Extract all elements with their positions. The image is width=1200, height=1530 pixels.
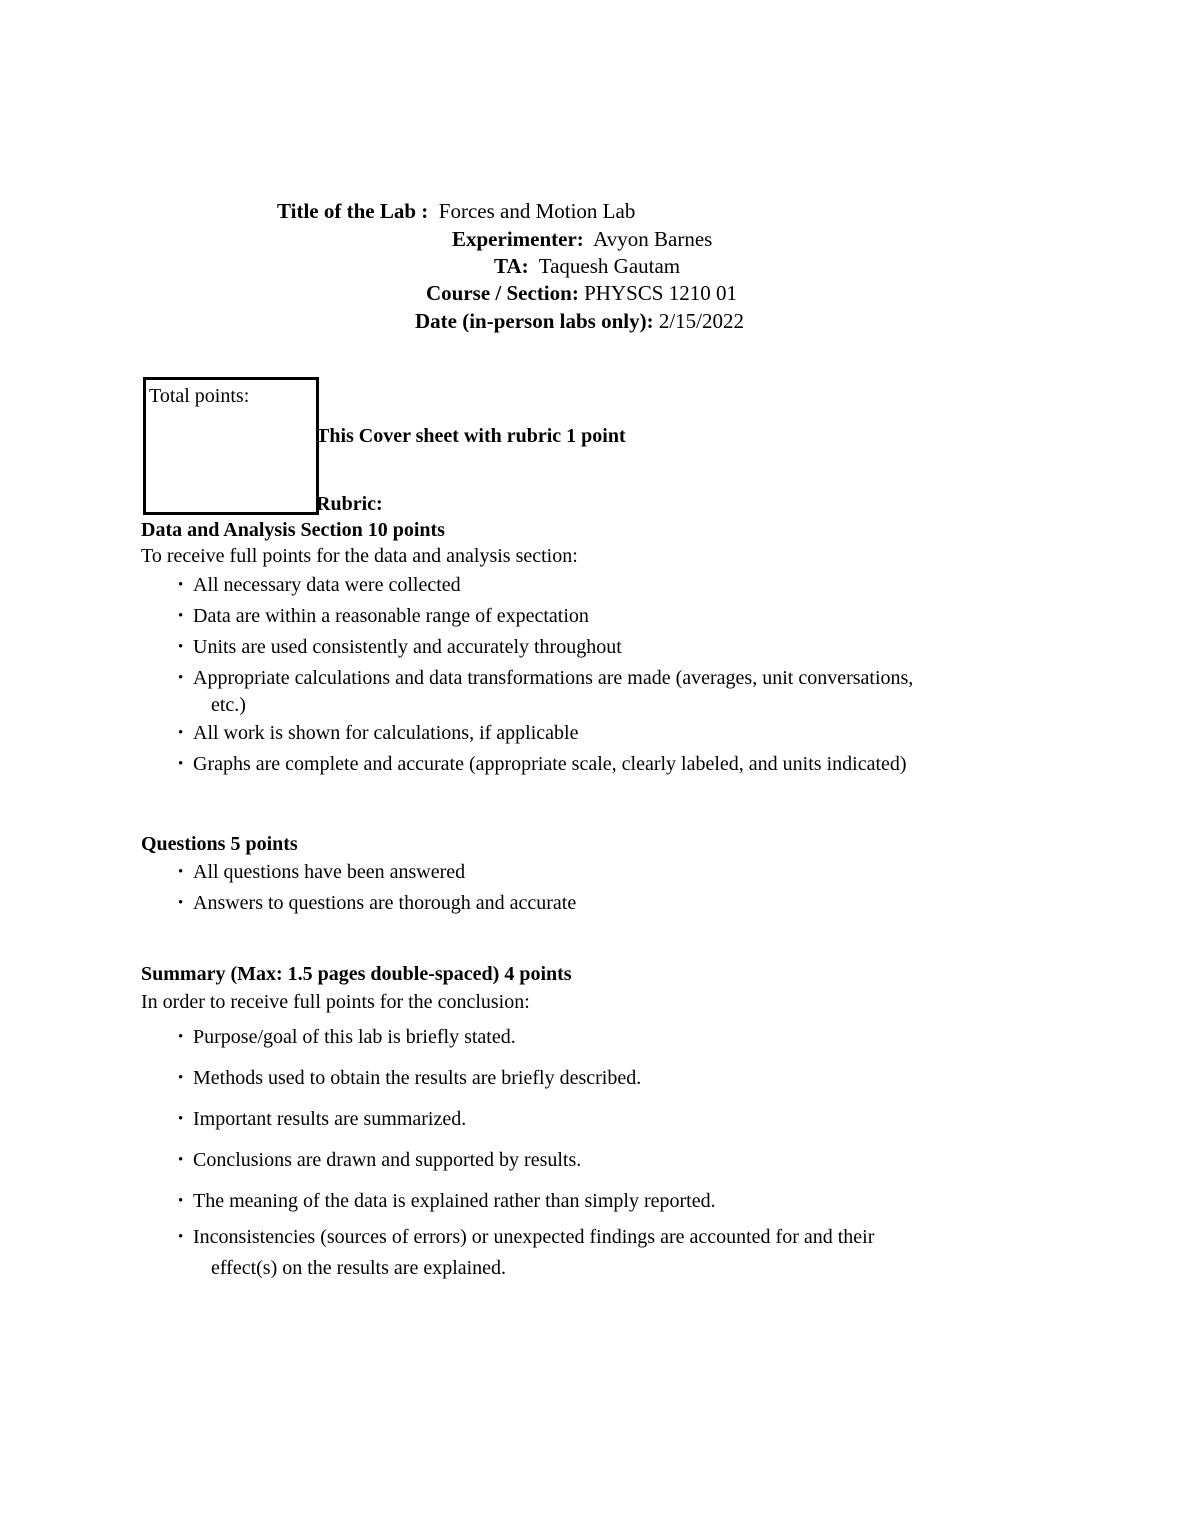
list-item-continuation: effect(s) on the results are explained. <box>211 1257 507 1279</box>
list-item: • Answers to questions are thorough and accurate <box>141 888 1101 919</box>
experimenter-label: Experimenter: <box>452 227 584 251</box>
lab-title-line <box>277 198 635 224</box>
list-item-continuation: etc.) <box>211 694 246 716</box>
list-item: • Purpose/goal of this lab is briefly stated. <box>141 1017 1101 1058</box>
list-item <box>141 663 1101 718</box>
course-label: Course / Section: <box>426 281 579 305</box>
course-value: PHYSCS 1210 01 <box>584 281 737 305</box>
lab-title-value: Forces and Motion Lab <box>438 199 636 223</box>
summary-intro: In order to receive full points for the conclusion: <box>141 991 530 1013</box>
ta-line <box>494 253 680 279</box>
questions-heading: Questions 5 points <box>141 833 298 855</box>
summary-section <box>141 961 1101 1284</box>
data-analysis-section <box>141 517 1101 780</box>
list-item: • All necessary data were collected <box>141 570 1101 601</box>
date-line <box>415 308 744 334</box>
ta-value: Taquesh Gautam <box>538 254 681 278</box>
data-analysis-list <box>141 570 1101 780</box>
list-item-text: Appropriate calculations and data transformations are made (averages, unit conversations, <box>193 667 914 689</box>
ta-label: TA: <box>494 254 529 278</box>
list-item: • Methods used to obtain the results are briefly described. <box>141 1058 1101 1099</box>
list-item: • Units are used consistently and accurately throughout <box>141 632 1101 663</box>
date-value: 2/15/2022 <box>658 309 745 333</box>
questions-section <box>141 831 1101 919</box>
list-item: • Data are within a reasonable range of expectation <box>141 601 1101 632</box>
summary-list <box>141 1017 1101 1284</box>
data-analysis-intro: To receive full points for the data and analysis section: <box>141 545 578 567</box>
list-item: • The meaning of the data is explained rather than simply reported. <box>141 1181 1101 1222</box>
list-item: • Graphs are complete and accurate (appropriate scale, clearly labeled, and units indicated) <box>141 749 1101 780</box>
list-item-text: Inconsistencies (sources of errors) or unexpected findings are accounted for and their <box>193 1226 875 1248</box>
course-line <box>426 280 737 306</box>
data-analysis-heading: Data and Analysis Section 10 points <box>141 519 445 541</box>
list-item: • Conclusions are drawn and supported by results. <box>141 1140 1101 1181</box>
total-points-label: Total points: <box>149 385 250 407</box>
cover-sheet-points: This Cover sheet with rubric 1 point <box>316 425 626 447</box>
list-item <box>141 1222 1101 1284</box>
experimenter-value: Avyon Barnes <box>593 227 713 251</box>
questions-list <box>141 857 1101 919</box>
summary-heading: Summary (Max: 1.5 pages double-spaced) 4 points <box>141 963 572 985</box>
lab-title-label: Title of the Lab : <box>277 199 429 223</box>
total-points-box <box>143 377 319 515</box>
experimenter-line <box>452 226 712 252</box>
list-item: • All questions have been answered <box>141 857 1101 888</box>
list-item: • All work is shown for calculations, if applicable <box>141 718 1101 749</box>
list-item: • Important results are summarized. <box>141 1099 1101 1140</box>
rubric-heading: Rubric: <box>316 493 383 515</box>
date-label: Date (in-person labs only): <box>415 309 654 333</box>
